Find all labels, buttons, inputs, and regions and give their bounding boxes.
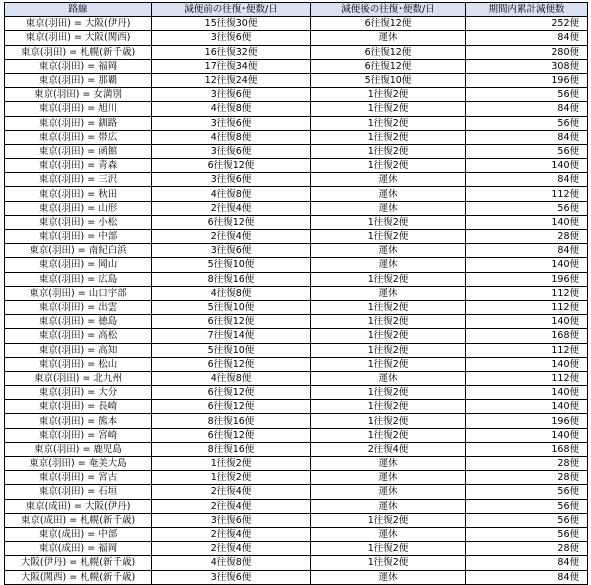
before-cell: 3往復6便 [152, 173, 311, 187]
total-cell: 56便 [466, 513, 588, 527]
route-cell: 大阪(伊丹) = 札幌(新千歳) [5, 556, 152, 570]
header-after: 減便後の往復･便数/日 [311, 3, 466, 17]
after-cell: 1往復2便 [311, 343, 466, 357]
before-cell: 2往復4便 [152, 230, 311, 244]
total-cell: 140便 [466, 428, 588, 442]
after-cell: 1往復2便 [311, 556, 466, 570]
table-row [5, 144, 588, 158]
before-cell: 2往復4便 [152, 201, 311, 215]
total-cell: 280便 [466, 45, 588, 59]
table-row [5, 187, 588, 201]
route-cell: 東京(成田) = 中部 [5, 527, 152, 541]
total-cell: 84便 [466, 570, 588, 584]
before-cell: 16往復32便 [152, 45, 311, 59]
before-cell: 4往復8便 [152, 556, 311, 570]
after-cell: 1往復2便 [311, 329, 466, 343]
route-cell: 東京(羽田) = 石垣 [5, 485, 152, 499]
before-cell: 8往復16便 [152, 414, 311, 428]
route-cell: 東京(羽田) = 帯広 [5, 130, 152, 144]
after-cell: 運休 [311, 286, 466, 300]
table-row [5, 102, 588, 116]
route-cell: 東京(羽田) = 釧路 [5, 116, 152, 130]
after-cell: 運休 [311, 201, 466, 215]
header-route: 路線 [5, 3, 152, 17]
route-cell: 東京(羽田) = 出雲 [5, 300, 152, 314]
after-cell: 運休 [311, 457, 466, 471]
after-cell: 1往復2便 [311, 130, 466, 144]
before-cell: 2往復4便 [152, 527, 311, 541]
route-cell: 東京(羽田) = 小松 [5, 215, 152, 229]
total-cell: 28便 [466, 471, 588, 485]
before-cell: 6往復12便 [152, 428, 311, 442]
route-cell: 東京(羽田) = 山形 [5, 201, 152, 215]
after-cell: 2往復4便 [311, 442, 466, 456]
table-row [5, 357, 588, 371]
route-cell: 東京(羽田) = 大分 [5, 386, 152, 400]
before-cell: 4往復8便 [152, 371, 311, 385]
total-cell: 84便 [466, 102, 588, 116]
before-cell: 6往復12便 [152, 315, 311, 329]
table-row [5, 400, 588, 414]
total-cell: 168便 [466, 442, 588, 456]
route-cell: 東京(羽田) = 大阪(伊丹) [5, 17, 152, 31]
table-row [5, 286, 588, 300]
route-cell: 東京(羽田) = 広島 [5, 272, 152, 286]
after-cell: 1往復2便 [311, 88, 466, 102]
before-cell: 4往復8便 [152, 187, 311, 201]
total-cell: 140便 [466, 159, 588, 173]
table-row [5, 31, 588, 45]
table-row [5, 215, 588, 229]
table-row [5, 386, 588, 400]
total-cell: 28便 [466, 457, 588, 471]
after-cell: 運休 [311, 471, 466, 485]
header-total: 期間内累計減便数 [466, 3, 588, 17]
route-cell: 東京(羽田) = 札幌(新千歳) [5, 45, 152, 59]
table-header [5, 3, 588, 17]
after-cell: 1往復2便 [311, 215, 466, 229]
table-row [5, 201, 588, 215]
total-cell: 28便 [466, 230, 588, 244]
after-cell: 1往復2便 [311, 116, 466, 130]
table-row [5, 485, 588, 499]
before-cell: 7往復14便 [152, 329, 311, 343]
header-row [5, 3, 588, 17]
before-cell: 15往復30便 [152, 17, 311, 31]
table-row [5, 414, 588, 428]
route-cell: 東京(成田) = 大阪(伊丹) [5, 499, 152, 513]
table-row [5, 499, 588, 513]
before-cell: 3往復6便 [152, 31, 311, 45]
route-cell: 東京(羽田) = 熊本 [5, 414, 152, 428]
total-cell: 112便 [466, 371, 588, 385]
total-cell: 112便 [466, 343, 588, 357]
before-cell: 17往復34便 [152, 59, 311, 73]
after-cell: 1往復2便 [311, 357, 466, 371]
route-cell: 東京(羽田) = 中部 [5, 230, 152, 244]
before-cell: 8往復16便 [152, 442, 311, 456]
before-cell: 8往復16便 [152, 272, 311, 286]
route-cell: 東京(羽田) = 松山 [5, 357, 152, 371]
table-row [5, 272, 588, 286]
after-cell: 1往復2便 [311, 400, 466, 414]
before-cell: 4往復8便 [152, 102, 311, 116]
total-cell: 84便 [466, 31, 588, 45]
table-row [5, 59, 588, 73]
route-cell: 東京(羽田) = 奄美大島 [5, 457, 152, 471]
before-cell: 12往復24便 [152, 73, 311, 87]
before-cell: 4往復8便 [152, 286, 311, 300]
table-row [5, 513, 588, 527]
after-cell: 5往復10便 [311, 73, 466, 87]
after-cell: 運休 [311, 371, 466, 385]
after-cell: 運休 [311, 258, 466, 272]
after-cell: 1往復2便 [311, 414, 466, 428]
route-cell: 東京(羽田) = 青森 [5, 159, 152, 173]
before-cell: 6往復12便 [152, 400, 311, 414]
route-cell: 東京(羽田) = 山口宇部 [5, 286, 152, 300]
after-cell: 運休 [311, 187, 466, 201]
route-cell: 東京(成田) = 福岡 [5, 542, 152, 556]
before-cell: 1往復2便 [152, 457, 311, 471]
total-cell: 196便 [466, 73, 588, 87]
before-cell: 2往復4便 [152, 485, 311, 499]
total-cell: 84便 [466, 556, 588, 570]
total-cell: 84便 [466, 173, 588, 187]
before-cell: 3往復6便 [152, 570, 311, 584]
before-cell: 5往復10便 [152, 258, 311, 272]
total-cell: 112便 [466, 286, 588, 300]
after-cell: 運休 [311, 499, 466, 513]
total-cell: 168便 [466, 329, 588, 343]
total-cell: 140便 [466, 400, 588, 414]
before-cell: 5往復10便 [152, 300, 311, 314]
total-cell: 28便 [466, 542, 588, 556]
before-cell: 3往復6便 [152, 513, 311, 527]
route-cell: 大阪(関西) = 札幌(新千歳) [5, 570, 152, 584]
total-cell: 84便 [466, 130, 588, 144]
after-cell: 運休 [311, 570, 466, 584]
total-cell: 56便 [466, 116, 588, 130]
after-cell: 1往復2便 [311, 272, 466, 286]
total-cell: 56便 [466, 485, 588, 499]
total-cell: 112便 [466, 300, 588, 314]
before-cell: 3往復6便 [152, 144, 311, 158]
total-cell: 196便 [466, 414, 588, 428]
before-cell: 2往復4便 [152, 499, 311, 513]
table-row [5, 116, 588, 130]
route-cell: 東京(羽田) = 南紀白浜 [5, 244, 152, 258]
after-cell: 1往復2便 [311, 300, 466, 314]
route-cell: 東京(羽田) = 那覇 [5, 73, 152, 87]
total-cell: 140便 [466, 215, 588, 229]
route-cell: 東京(羽田) = 北九州 [5, 371, 152, 385]
route-cell: 東京(羽田) = 高松 [5, 329, 152, 343]
table-row [5, 173, 588, 187]
table-row [5, 17, 588, 31]
table-row [5, 130, 588, 144]
route-cell: 東京(羽田) = 三沢 [5, 173, 152, 187]
after-cell: 1往復2便 [311, 513, 466, 527]
after-cell: 1往復2便 [311, 230, 466, 244]
total-cell: 140便 [466, 258, 588, 272]
table-row [5, 542, 588, 556]
table-row [5, 442, 588, 456]
total-cell: 308便 [466, 59, 588, 73]
total-cell: 56便 [466, 201, 588, 215]
after-cell: 運休 [311, 173, 466, 187]
table-row [5, 343, 588, 357]
route-cell: 東京(羽田) = 徳島 [5, 315, 152, 329]
table-row [5, 73, 588, 87]
table-body [5, 17, 588, 585]
table-row [5, 244, 588, 258]
table-row [5, 315, 588, 329]
after-cell: 運休 [311, 244, 466, 258]
route-cell: 東京(羽田) = 長崎 [5, 400, 152, 414]
table-row [5, 570, 588, 584]
before-cell: 2往復4便 [152, 542, 311, 556]
total-cell: 140便 [466, 357, 588, 371]
before-cell: 3往復6便 [152, 116, 311, 130]
after-cell: 運休 [311, 527, 466, 541]
after-cell: 1往復2便 [311, 315, 466, 329]
route-cell: 東京(羽田) = 宮古 [5, 471, 152, 485]
total-cell: 56便 [466, 144, 588, 158]
total-cell: 56便 [466, 88, 588, 102]
table-row [5, 527, 588, 541]
after-cell: 1往復2便 [311, 102, 466, 116]
before-cell: 4往復8便 [152, 130, 311, 144]
table-row [5, 329, 588, 343]
after-cell: 6往復12便 [311, 17, 466, 31]
table-row [5, 471, 588, 485]
table-row [5, 45, 588, 59]
table-row [5, 457, 588, 471]
route-cell: 東京(羽田) = 福岡 [5, 59, 152, 73]
table-row [5, 556, 588, 570]
route-cell: 東京(羽田) = 函館 [5, 144, 152, 158]
after-cell: 6往復12便 [311, 45, 466, 59]
total-cell: 84便 [466, 244, 588, 258]
route-cell: 東京(羽田) = 旭川 [5, 102, 152, 116]
total-cell: 252便 [466, 17, 588, 31]
route-cell: 東京(羽田) = 鹿児島 [5, 442, 152, 456]
route-cell: 東京(羽田) = 宮崎 [5, 428, 152, 442]
after-cell: 運休 [311, 485, 466, 499]
before-cell: 5往復10便 [152, 343, 311, 357]
after-cell: 6往復12便 [311, 59, 466, 73]
table-row [5, 300, 588, 314]
header-before: 減便前の往復･便数/日 [152, 3, 311, 17]
table-row [5, 258, 588, 272]
total-cell: 196便 [466, 272, 588, 286]
total-cell: 112便 [466, 187, 588, 201]
flight-reduction-table [4, 2, 588, 585]
after-cell: 運休 [311, 31, 466, 45]
table-row [5, 159, 588, 173]
before-cell: 3往復6便 [152, 244, 311, 258]
table-row [5, 371, 588, 385]
before-cell: 6往復12便 [152, 215, 311, 229]
route-cell: 東京(成田) = 札幌(新千歳) [5, 513, 152, 527]
route-cell: 東京(羽田) = 岡山 [5, 258, 152, 272]
route-cell: 東京(羽田) = 女満別 [5, 88, 152, 102]
after-cell: 1往復2便 [311, 144, 466, 158]
table-row [5, 88, 588, 102]
total-cell: 56便 [466, 527, 588, 541]
before-cell: 6往復12便 [152, 386, 311, 400]
route-cell: 東京(羽田) = 高知 [5, 343, 152, 357]
after-cell: 1往復2便 [311, 542, 466, 556]
before-cell: 3往復6便 [152, 88, 311, 102]
table-row [5, 230, 588, 244]
table-row [5, 428, 588, 442]
route-cell: 東京(羽田) = 秋田 [5, 187, 152, 201]
after-cell: 1往復2便 [311, 159, 466, 173]
before-cell: 1往復2便 [152, 471, 311, 485]
before-cell: 6往復12便 [152, 159, 311, 173]
total-cell: 140便 [466, 386, 588, 400]
after-cell: 1往復2便 [311, 386, 466, 400]
total-cell: 56便 [466, 499, 588, 513]
total-cell: 140便 [466, 315, 588, 329]
after-cell: 1往復2便 [311, 428, 466, 442]
before-cell: 6往復12便 [152, 357, 311, 371]
route-cell: 東京(羽田) = 大阪(関西) [5, 31, 152, 45]
